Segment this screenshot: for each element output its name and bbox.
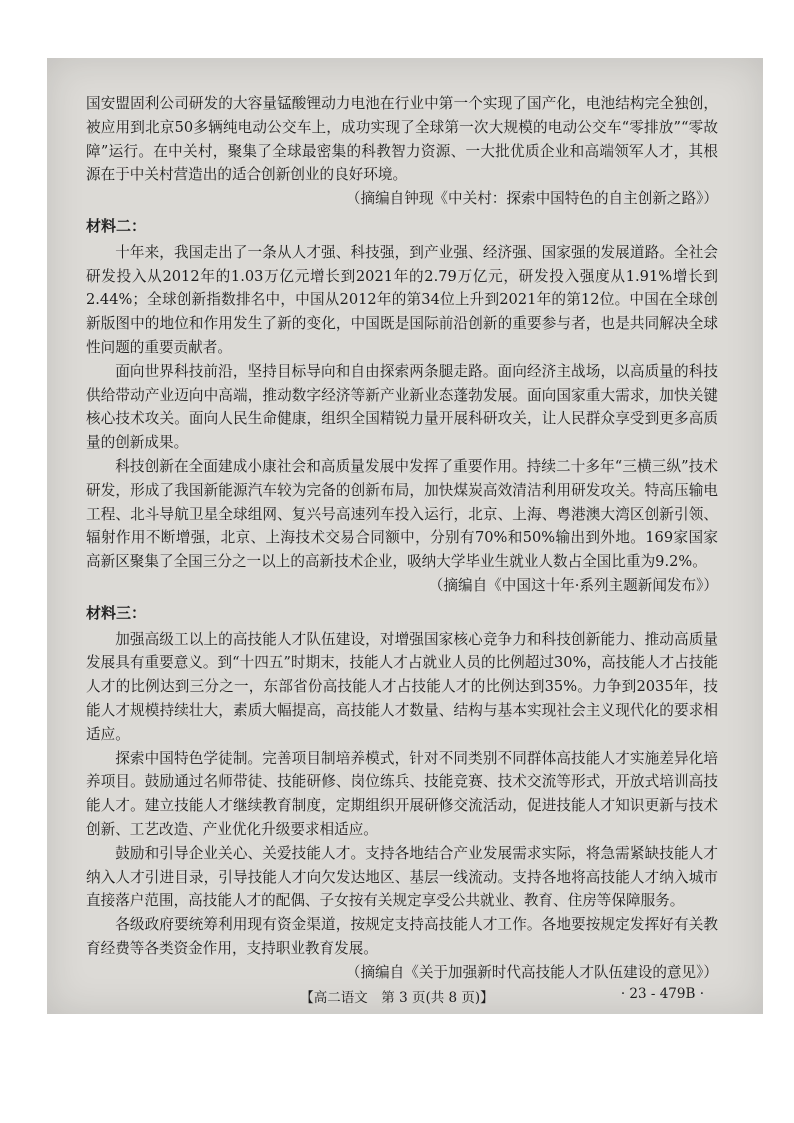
page-number-label: 【高二语文 第 3 页(共 8 页)】 <box>300 990 494 1006</box>
material3-paragraph-3: 鼓励和引导企业关心、关爱技能人才。支持各地结合产业发展需求实际，将急需紧缺技能人才纳入人才引进目录，引导技能人才向欠发达地区、基层一线流动。支持各地将高技能人才纳入城市直接落户范围，高技能人才的配偶、子女按有关规定享受公共就业、教育、住房等保障服务。 <box>86 844 718 910</box>
material2-paragraph-2: 面向世界科技前沿，坚持目标导向和自由探索两条腿走路。面向经济主战场，以高质量的科技供给带动产业迈向中高端，推动数字经济等新产业新业态蓬勃发展。面向国家重大需求，加快关键核心技术攻关。面向人民生命健康，组织全国精锐力量开展科研攻关，让人民群众享受到更多高质量的创新成果。 <box>86 362 718 452</box>
material3-source: （摘编自《关于加强新时代高技能人才队伍建设的意见》） <box>345 963 718 981</box>
material2-source: （摘编自《中国这十年·系列主题新闻发布》） <box>428 576 718 594</box>
material1-source: （摘编自钟现《中关村：探索中国特色的自主创新之路》） <box>345 190 718 208</box>
material2-paragraph-3: 科技创新在全面建成小康社会和高质量发展中发挥了重要作用。持续二十多年“三横三纵”技术研发，形成了我国新能源汽车较为完备的创新布局，加快煤炭高效清洁利用研发攻关。特高压输电工程、北斗导航卫星全球组网、复兴号高速列车投入运行，北京、上海、粤港澳大湾区创新引领、辐射作用不断增强，北京、上海技术交易合同额中，分别有70%和50%输出到外地。169家国家高新区聚集了全国三分之一以上的高新技术企业，吸纳大学毕业生就业人数占全国比重为9.2%。 <box>86 457 718 571</box>
material2-paragraph-1: 十年来，我国走出了一条从人才强、科技强，到产业强、经济强、国家强的发展道路。全社会研发投入从2012年的1.03万亿元增长到2021年的2.79万亿元，研发投入强度从1.91%增长到2.44%；全球创新指数排名中，中国从2012年的第34位上升到2021年的第12位。中国在全球创新版图中的地位和作用发生了新的变化，中国既是国际前沿创新的重要参与者，也是共同解决全球性问题的重要贡献者。 <box>86 243 718 356</box>
material3-paragraph-1: 加强高级工以上的高技能人才队伍建设，对增强国家核心竞争力和科技创新能力、推动高质量发展具有重要意义。到“十四五”时期末，技能人才占就业人员的比例超过30%，高技能人才占技能人才的比例达到三分之一，东部省份高技能人才占技能人才的比例达到35%。力争到2035年，技能人才规模持续壮大，素质大幅提高，高技能人才数量、结构与基本实现社会主义现代化的要求相适应。 <box>86 630 718 743</box>
article-body <box>86 92 718 988</box>
material1-tail-paragraph: 国安盟固利公司研发的大容量锰酸锂动力电池在行业中第一个实现了国产化，电池结构完全独创，被应用到北京50多辆纯电动公交车上，成功实现了全球第一次大规模的电动公交车“零排放”“零故障”运行。在中关村，聚集了全球最密集的科教智力资源、一大批优质企业和高端领军人才，其根源在于中关村营造出的适合创新创业的良好环境。 <box>86 95 718 184</box>
material2-heading: 材料二： <box>86 216 147 235</box>
exam-code: · 23 - 479B · <box>620 986 704 1002</box>
material3-heading: 材料三： <box>86 603 147 622</box>
material3-paragraph-2: 探索中国特色学徒制。完善项目制培养模式，针对不同类别不同群体高技能人才实施差异化培养项目。鼓励通过名师带徒、技能研修、岗位练兵、技能竞赛、技术交流等形式，开放式培训高技能人才。建立技能人才继续教育制度，定期组织开展研修交流活动，促进技能人才知识更新与技术创新、工艺改造、产业优化升级要求相适应。 <box>86 749 718 838</box>
material3-paragraph-4: 各级政府要统筹利用现有资金渠道，按规定支持高技能人才工作。各地要按规定发挥好有关教育经费等各类资金作用，支持职业教育发展。 <box>86 916 718 957</box>
